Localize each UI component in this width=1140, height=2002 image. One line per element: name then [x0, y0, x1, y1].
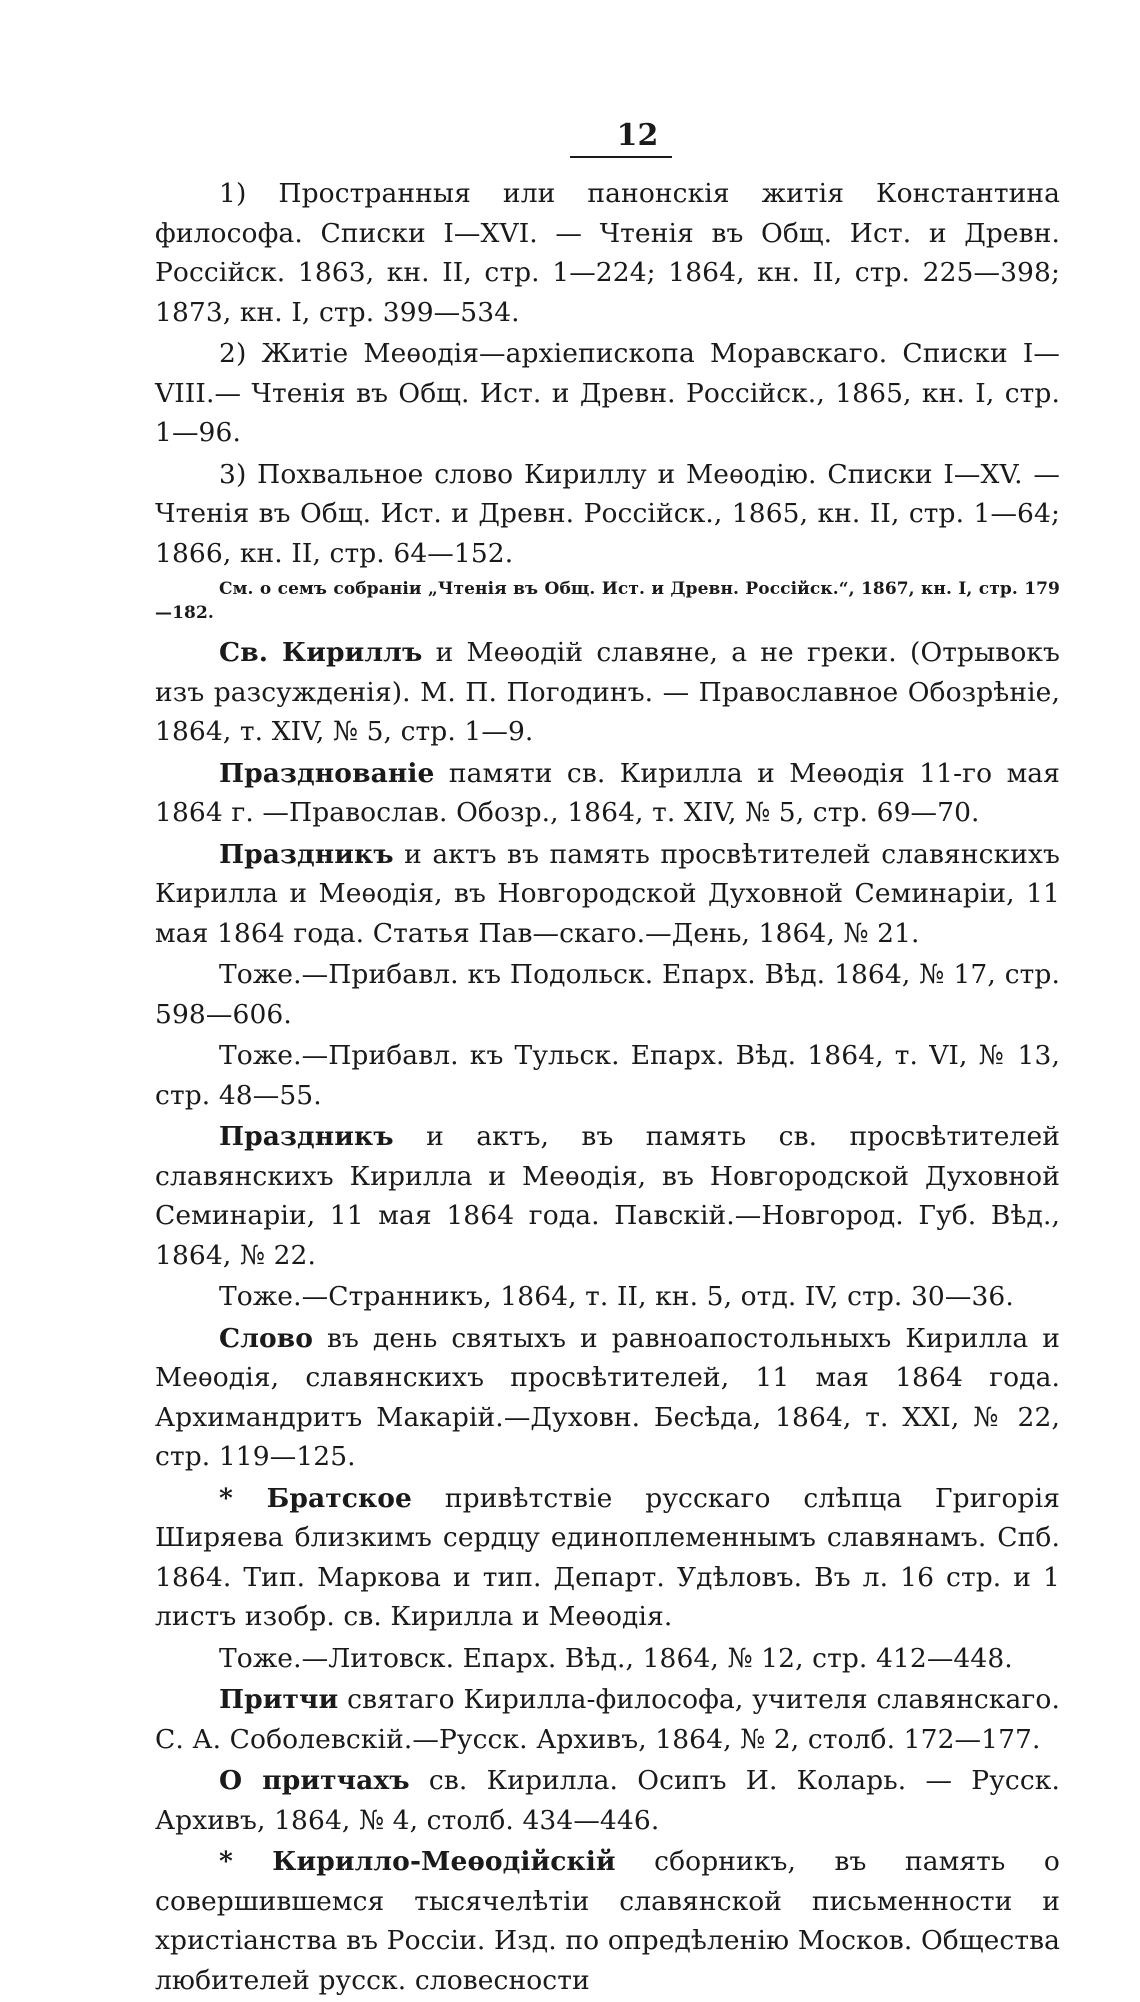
entry-lead: * Кирилло-Меѳодійскій [219, 1846, 616, 1877]
bibliography-entry [155, 1639, 1060, 1679]
entry-lead: Праздникъ [219, 838, 394, 870]
entry-text: святаго Кирилла-философа, учителя славянскаго. С. А. Соболевскій.—Русск. Архивъ, 1864, № 2, столб. 172—177. [155, 1684, 1060, 1755]
entry-text: въ день святыхъ и равноапостольныхъ Кирилла и Меѳодія, славянскихъ просвѣтителей, 11 мая 1864 года. Архимандритъ Макарій.—Духовн. Бесѣда, 1864, т. XXI, № 22, стр. 119—125. [155, 1322, 1060, 1472]
bibliography-entry [155, 1761, 1060, 1840]
bibliography-entry [155, 1842, 1060, 2000]
entry-text: 3) Похвальное слово Кириллу и Меѳодію. Списки I—XV. — Чтенія въ Общ. Ист. и Древн. Россійск., 1865, кн. II, стр. 1—64; 1866, кн. II, стр. 64—152. [155, 458, 1060, 569]
entry-lead: Празднованіе [219, 757, 435, 789]
bibliography-entry [155, 1479, 1060, 1637]
entry-text: Тоже.—Прибавл. къ Подольск. Епарх. Вѣд. 1864, № 17, стр. 598—606. [155, 959, 1060, 1030]
bibliography-entries [155, 174, 1060, 2000]
entry-text: Тоже.—Прибавл. къ Тульск. Епарх. Вѣд. 1864, т. VI, № 13, стр. 48—55. [155, 1040, 1060, 1111]
bibliography-note [155, 577, 1060, 625]
entry-text: привѣтствіе русскаго слѣпца Григорія Ширяева близкимъ сердцу единоплеменнымъ славянамъ. Спб. 1864. Тип. Маркова и тип. Департ. Удѣловъ. Въ л. 16 стр. и 1 листъ изобр. св. Кирилла и Меѳодія. [155, 1482, 1060, 1632]
entry-text: См. о семъ собраніи „Чтенія въ Общ. Ист. и Древн. Россійск.“, 1867, кн. I, стр. 179—182. [155, 579, 1060, 623]
entry-lead: * Братское [219, 1482, 413, 1514]
document-page [155, 118, 1060, 2002]
bibliography-entry [155, 1036, 1060, 1115]
bibliography-entry [155, 754, 1060, 833]
entry-text: и актъ, въ память св. просвѣтителей славянскихъ Кирилла и Меѳодія, въ Новгородской Духовной Семинаріи, 11 мая 1864 года. Павскій.—Новгород. Губ. Вѣд., 1864, № 22. [155, 1121, 1060, 1271]
entry-text: Тоже.—Литовск. Епарх. Вѣд., 1864, № 12, стр. 412—448. [219, 1642, 1013, 1674]
page-number: 12 [616, 118, 659, 153]
entry-text: и актъ въ память просвѣтителей славянскихъ Кирилла и Меѳодія, въ Новгородской Духовной Семинаріи, 11 мая 1864 года. Статья Пав—скаго.—День, 1864, № 21. [155, 838, 1060, 949]
bibliography-entry [155, 1277, 1060, 1317]
bibliography-entry [155, 455, 1060, 574]
entry-text: 2) Житіе Меѳодія—архіепископа Моравскаго. Списки I—VIII.— Чтенія въ Общ. Ист. и Древн. Россійск., 1865, кн. I, стр. 1—96. [155, 338, 1060, 448]
bibliography-entry [155, 1680, 1060, 1759]
entry-text: св. Кирилла. Осипъ И. Коларь. — Русск. Архивъ, 1864, № 4, столб. 434—446. [155, 1765, 1060, 1836]
bibliography-entry [155, 955, 1060, 1034]
bibliography-entry [155, 1319, 1060, 1477]
entry-lead: О притчахъ [219, 1765, 410, 1796]
bibliography-entry [155, 1117, 1060, 1275]
bibliography-entry [155, 633, 1060, 752]
entry-lead: Св. Кириллъ [219, 637, 423, 668]
entry-text: 1) Пространныя или панонскія житія Константина философа. Списки I—XVI. — Чтенія въ Общ. Ист. и Древн. Россійск. 1863, кн. II, стр. 1—224; 1864, кн. II, стр. 225—398; 1873, кн. I, стр. 399—534. [155, 178, 1060, 328]
entry-text: памяти св. Кирилла и Меѳодія 11-го мая 1864 г. —Православ. Обозр., 1864, т. XIV, № 5, стр. 69—70. [155, 757, 1060, 828]
entry-text: сборникъ, въ память о совершившемся тысячелѣтіи славянской письменности и христіанства въ Россіи. Изд. по опредѣленію Москов. Общества любителей русск. словесности [155, 1846, 1060, 1996]
bibliography-entry [155, 334, 1060, 453]
entry-lead: Слово [219, 1322, 314, 1354]
bibliography-entry [155, 174, 1060, 332]
header-rule [570, 156, 672, 158]
entry-text: Тоже.—Странникъ, 1864, т. II, кн. 5, отд. IV, стр. 30—36. [219, 1281, 1014, 1312]
entry-lead: Праздникъ [219, 1121, 394, 1152]
entry-text: и Меѳодій славяне, а не греки. (Отрывокъ изъ разсужденія). М. П. Погодинъ. — Православное Обозрѣніе, 1864, т. XIV, № 5, стр. 1—9. [155, 637, 1061, 747]
entry-lead: Притчи [219, 1684, 339, 1715]
bibliography-entry [155, 835, 1060, 954]
